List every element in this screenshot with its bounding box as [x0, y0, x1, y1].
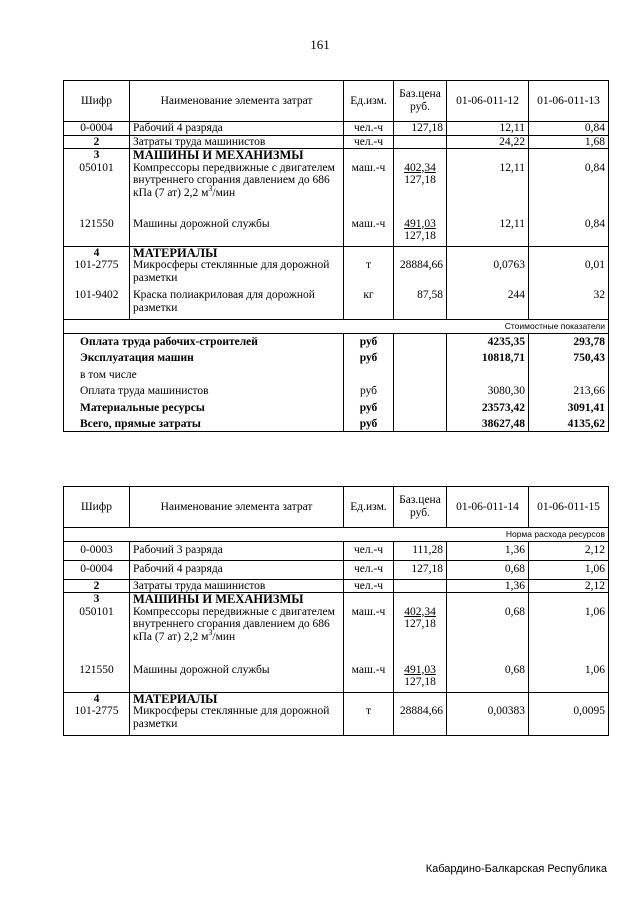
header-code: Шифр — [64, 81, 130, 122]
row-price: 28884,66 — [394, 259, 447, 289]
section-code: 3 — [64, 149, 130, 162]
row-value-2: 1,06 — [529, 664, 609, 693]
section-title: МАШИНЫ И МЕХАНИЗМЫ — [130, 593, 344, 606]
row-code: 0-0004 — [64, 122, 130, 136]
table-row — [64, 560, 609, 579]
header-unit: Ед.изм. — [344, 81, 394, 122]
row-name: Микросферы стеклянные для дорожной разметки — [130, 705, 344, 736]
header-code: Шифр — [64, 487, 130, 528]
row-code: 121550 — [64, 664, 130, 693]
row-unit: маш.-ч — [344, 218, 394, 247]
summary-value-2: 3091,41 — [529, 398, 609, 415]
section-code: 4 — [64, 692, 130, 705]
header-col-1: 01-06-011-14 — [447, 487, 529, 528]
header-unit: Ед.изм. — [344, 487, 394, 528]
row-value-2: 1,06 — [529, 560, 609, 579]
table-row — [64, 541, 609, 560]
table-row — [64, 218, 609, 247]
row-unit: чел.-ч — [344, 135, 394, 149]
row-price — [394, 135, 447, 149]
row-code: 101-2775 — [64, 705, 130, 736]
summary-unit: руб — [344, 398, 394, 415]
row-unit: маш.-ч — [344, 162, 394, 218]
row-code: 2 — [64, 579, 130, 593]
row-name: Машины дорожной службы — [130, 218, 344, 247]
resource-table-2 — [63, 486, 609, 736]
row-name: Рабочий 4 разряда — [130, 122, 344, 136]
row-unit: чел.-ч — [344, 541, 394, 560]
section-row — [64, 593, 609, 606]
section-row — [64, 692, 609, 705]
row-price: 402,34 127,18 — [394, 162, 447, 218]
row-price: 87,58 — [394, 289, 447, 320]
summary-unit: руб — [344, 414, 394, 431]
summary-value-1: 23573,42 — [447, 398, 529, 415]
row-value-2: 2,12 — [529, 579, 609, 593]
row-value-1: 12,11 — [447, 162, 529, 218]
row-value-1: 24,22 — [447, 135, 529, 149]
row-value-1: 0,68 — [447, 606, 529, 664]
row-value-2: 2,12 — [529, 541, 609, 560]
row-name: Рабочий 3 разряда — [130, 541, 344, 560]
header-col-2: 01-06-011-15 — [529, 487, 609, 528]
section-code: 3 — [64, 593, 130, 606]
summary-label: Материальные ресурсы — [64, 398, 344, 415]
row-name: Рабочий 4 разряда — [130, 560, 344, 579]
summary-value-1: 10818,71 — [447, 348, 529, 365]
row-value-1: 12,11 — [447, 122, 529, 136]
section-row — [64, 246, 609, 259]
row-unit: кг — [344, 289, 394, 320]
row-value-2: 0,84 — [529, 122, 609, 136]
row-value-1: 0,68 — [447, 560, 529, 579]
header-price: Баз.цена руб. — [394, 487, 447, 528]
page-number: 161 — [310, 37, 330, 52]
row-name: Краска полиакриловая для дорожной разметки — [130, 289, 344, 320]
row-value-1: 1,36 — [447, 541, 529, 560]
row-code: 101-2775 — [64, 259, 130, 289]
row-value-1: 0,68 — [447, 664, 529, 693]
row-code: 050101 — [64, 162, 130, 218]
row-value-2: 0,84 — [529, 162, 609, 218]
cost-indicators-label: Стоимостные показатели — [64, 320, 609, 334]
table-row — [64, 664, 609, 693]
row-price: 491,03 127,18 — [394, 664, 447, 693]
summary-value-1: 3080,30 — [447, 381, 529, 398]
header-col-2: 01-06-011-13 — [529, 81, 609, 122]
row-unit: чел.-ч — [344, 560, 394, 579]
table-row — [64, 705, 609, 736]
table-row — [64, 579, 609, 593]
row-value-1: 244 — [447, 289, 529, 320]
row-value-2: 32 — [529, 289, 609, 320]
row-name: Затраты труда машинистов — [130, 579, 344, 593]
row-value-1: 1,36 — [447, 579, 529, 593]
summary-value-2: 213,66 — [529, 381, 609, 398]
row-name: Затраты труда машинистов — [130, 135, 344, 149]
summary-row — [64, 348, 609, 365]
summary-row — [64, 414, 609, 431]
row-code: 0-0003 — [64, 541, 130, 560]
row-value-2: 0,0095 — [529, 705, 609, 736]
row-value-1: 0,00383 — [447, 705, 529, 736]
row-unit: чел.-ч — [344, 122, 394, 136]
row-unit: маш.-ч — [344, 606, 394, 664]
summary-value-1: 4235,35 — [447, 333, 529, 348]
section-title: МАТЕРИАЛЫ — [130, 692, 344, 705]
table-row — [64, 606, 609, 664]
row-value-1: 12,11 — [447, 218, 529, 247]
row-value-2: 0,01 — [529, 259, 609, 289]
row-code: 050101 — [64, 606, 130, 664]
summary-value-2: 293,78 — [529, 333, 609, 348]
header-name: Наименование элемента затрат — [130, 81, 344, 122]
section-title: МАТЕРИАЛЫ — [130, 246, 344, 259]
section-code: 4 — [64, 246, 130, 259]
table-row — [64, 135, 609, 149]
table-row — [64, 122, 609, 136]
row-price — [394, 579, 447, 593]
row-price: 491,03 127,18 — [394, 218, 447, 247]
row-name: Машины дорожной службы — [130, 664, 344, 693]
row-unit: чел.-ч — [344, 579, 394, 593]
table-row — [64, 259, 609, 289]
norm-hint-row — [64, 528, 609, 542]
row-value-2: 1,06 — [529, 606, 609, 664]
summary-value-2: 4135,62 — [529, 414, 609, 431]
row-price: 127,18 — [394, 122, 447, 136]
row-name: Компрессоры передвижные с двигателем внутреннего сгорания давлением до 686 кПа (7 ат) 2,2 $м^3$/мин — [130, 606, 344, 664]
summary-label: в том числе — [64, 365, 344, 382]
row-value-2: 0,84 — [529, 218, 609, 247]
summary-row — [64, 398, 609, 415]
row-price: 402,34 127,18 — [394, 606, 447, 664]
summary-row — [64, 365, 609, 382]
header-price: Баз.цена руб. — [394, 81, 447, 122]
row-price: 28884,66 — [394, 705, 447, 736]
resource-norm-label: Норма расхода ресурсов — [64, 528, 609, 542]
row-name: Компрессоры передвижные с двигателем внутреннего сгорания давлением до 686 кПа (7 ат) 2,2 $м^3$/мин — [130, 162, 344, 218]
row-code: 2 — [64, 135, 130, 149]
row-unit: т — [344, 259, 394, 289]
row-unit: маш.-ч — [344, 664, 394, 693]
summary-label: Всего, прямые затраты — [64, 414, 344, 431]
row-code: 121550 — [64, 218, 130, 247]
row-name: Микросферы стеклянные для дорожной разметки — [130, 259, 344, 289]
summary-row — [64, 381, 609, 398]
summary-label: Эксплуатация машин — [64, 348, 344, 365]
row-price: 127,18 — [394, 560, 447, 579]
cost-hint-row — [64, 320, 609, 334]
table-header-row — [64, 81, 609, 122]
summary-unit: руб — [344, 381, 394, 398]
row-unit: т — [344, 705, 394, 736]
header-name: Наименование элемента затрат — [130, 487, 344, 528]
table-row — [64, 289, 609, 320]
summary-unit: руб — [344, 333, 394, 348]
region-footer: Кабардино-Балкарская Республика — [425, 863, 607, 875]
row-price: 111,28 — [394, 541, 447, 560]
section-row — [64, 149, 609, 162]
header-col-1: 01-06-011-12 — [447, 81, 529, 122]
row-code: 0-0004 — [64, 560, 130, 579]
summary-value-2: 750,43 — [529, 348, 609, 365]
summary-label: Оплата труда рабочих-строителей — [64, 333, 344, 348]
table-header-row — [64, 487, 609, 528]
row-code: 101-9402 — [64, 289, 130, 320]
summary-label: Оплата труда машинистов — [64, 381, 344, 398]
summary-unit: руб — [344, 348, 394, 365]
table-row — [64, 162, 609, 218]
section-title: МАШИНЫ И МЕХАНИЗМЫ — [130, 149, 344, 162]
summary-value-1: 38627,48 — [447, 414, 529, 431]
resource-table-1 — [63, 80, 609, 432]
summary-row — [64, 333, 609, 348]
row-value-1: 0,0763 — [447, 259, 529, 289]
row-value-2: 1,68 — [529, 135, 609, 149]
